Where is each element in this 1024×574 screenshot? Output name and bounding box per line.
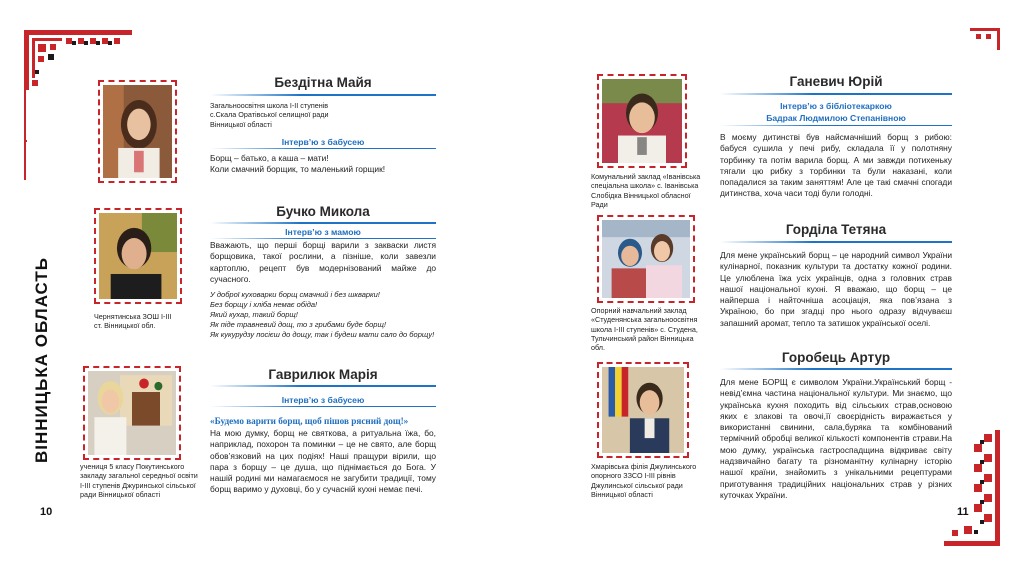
photo-gordila-tetiana [597, 215, 695, 303]
interview-text: Для мене український борщ – це народний символ України кулінарної, показник культури та достатку кожної родини. Це улюблена їжа усіх українців, одна з головних страв нашої національної кухні. Я вважаю, що борщ – це найперша і найточніша асоціація, яка пов’язана з Україною, бо при згадці про нього одразу відчуваєш запашний аромат, тепло та затишок української оселі. [720, 250, 952, 328]
photo-gavryliuk-maria [83, 366, 181, 460]
subheading-underline [210, 148, 436, 149]
interview-subheading: Інтерв’ю з бабусею [281, 395, 365, 405]
interview-subheading: Інтерв’ю з бабусею [281, 137, 365, 147]
photo-caption: Опорний навчальний заклад «Студенянська загальноосвітня школа І-ІІІ ступенів» с. Студена, Тульчинський район Вінницька обл. [591, 306, 698, 353]
person-name: Ганевич Юрій [789, 74, 883, 89]
photo-caption: Хмарівська філія Джулинського опорного ЗЗСО І-ІІІ рівнів Джулинської сільської ради Вінницької області [591, 462, 697, 499]
region-title: ВІННИЦЬКА ОБЛАСТЬ [32, 256, 51, 464]
quote: «Будемо варити борщ, щоб пішов рясний дощ!» [210, 416, 409, 426]
interview-text: Для мене БОРЩ є символом України.Український борщ - невід’ємна частина національної культури. Ми знаємо, що українська кухня походить від сільських страв,основою яких є злакові та овочі,її своєрідність виражається у використанні свинини, сала,буряка та комбінований термічний обробці великої кількості компонентів страви.На мою думку, українська гастроспадщина відкриває світу надзвичайно багату та різноманітну кулінарну історію нашої країни, знайомить з унікальними рецептурами приготування традиційних національних страв у різних куточках України. [720, 377, 952, 500]
interview-subheading: Інтерв’ю з бібліотекаркою Бадрак Людмилою Степанівною [766, 101, 906, 123]
interview-subheading: Інтерв’ю з мамою [285, 227, 361, 237]
person-name: Бездітна Майя [274, 75, 372, 90]
page-number-right: 11 [957, 506, 969, 518]
photo-buchko-mykola [94, 208, 182, 304]
page-number-left: 10 [40, 506, 53, 518]
person-name: Горобець Артур [781, 350, 891, 365]
interview-text: Борщ – батько, а каша – мати! Коли смачний борщик, то маленький горщик! [210, 153, 386, 175]
ornament-left-line [24, 90, 26, 180]
name-underline [210, 385, 436, 387]
person-name: Гаврилюк Марія [268, 367, 378, 382]
ornament-left-tick [24, 140, 27, 142]
photo-caption: Комунальний заклад «Іванівська спеціальна школа» с. Іванівська Слобідка Вінницької обласної Ради [591, 172, 701, 209]
photo-caption: Чернятинська ЗОШ І-ІІІ ст. Вінницької обл. [94, 312, 172, 331]
person-name: Бучко Микола [276, 204, 370, 219]
proverbs: У доброї куховарки борщ смачний і без шкварки! Без борщу і хліба немає обіда! Який кухар, такий борщ! Як піде травневий дощ, то з грибами буде борщ! Як кукурудзу посієш до дощу, так і будеш мати сало до борщу! [210, 290, 435, 340]
ornament-top-right [970, 28, 1000, 50]
subheading-underline [720, 125, 952, 126]
name-underline [210, 94, 436, 96]
person-name: Горділа Тетяна [785, 222, 887, 237]
interview-text: В моєму дитинстві був найсмачніший борщ з рибою: бабуся сушила у печі рибу, складала її у полотняну торбинку та потім варила борщ. А ми завжди потихеньку тягали цю рибку з торбинки та були наказані, коли попадалися за таким заняттям! Але це такі смачні спогади дитинства, хоча часи тоді були голодні. [720, 132, 952, 199]
subheading-underline [210, 238, 436, 239]
photo-caption: учениця 5 класу Покутинського закладу загальної середньої освіти І-ІІІ ступенів Джуринської сільської ради Вінницької області [80, 462, 198, 499]
photo-bezditna-maya [98, 80, 177, 183]
interview-text: На мою думку, борщ не святкова, а ритуальна їжа, бо, наприклад, похорон та поминки – це не свято, але борщ обов’язковий на цих подіях! Наші пращури вірили, що пара з борщу – це душа, що піднімається до Бога. У нашій родині ми намагаємося не загубити традиції, тому борщ варимо у духовці, бо у сучасній кухні немає печі. [210, 428, 436, 495]
subheading-underline [210, 406, 436, 407]
photo-ganevych-yurii [597, 74, 687, 168]
photo-gorobets-artur [597, 362, 689, 458]
school-info: Загальноосвітня школа І-ІІ ступенів с.Скала Оратівської селищної ради Вінницької області [210, 101, 329, 129]
name-underline [720, 93, 952, 95]
ornament-bottom-right [944, 430, 1000, 546]
name-underline [210, 222, 436, 224]
interview-text: Вважають, що перші борщі варили з закваски листя борщовика, такої рослини, а пізніше, коли завезли картоплю, рецепт був модернізований майже до сучасного. [210, 240, 436, 284]
name-underline [720, 368, 952, 370]
name-underline [720, 241, 952, 243]
